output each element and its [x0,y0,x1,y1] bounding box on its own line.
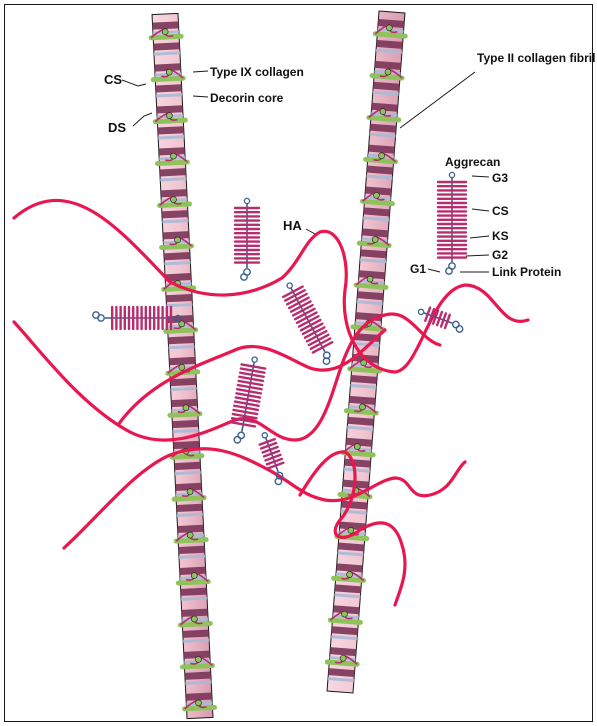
label-type-ii-collagen-fibril: Type II collagen fibril [477,51,596,65]
fibril-band-dark [160,168,186,176]
type-ix-collagen-icon [182,665,212,666]
fibril-band-dark [168,336,194,344]
type-ix-nc4-domain [373,192,379,198]
type-ix-nc4-domain [367,276,373,282]
fibril-band-dark [152,21,178,29]
type-ix-nc4-domain [171,197,177,203]
label-cs-right: CS [492,204,509,218]
type-ix-nc4-domain [175,237,181,243]
fibril-band-dark [153,42,179,50]
type-ix-collagen-icon [157,162,187,163]
type-ix-collagen-icon [330,620,360,622]
leader-ds [133,113,152,126]
type-ix-nc4-domain [170,153,176,159]
fibril-band-dark [172,420,198,428]
g3-domain-icon [244,198,249,203]
fibril-band-dark [162,210,188,218]
hyaluronan-strand-1 [14,200,528,372]
link-protein-icon [234,437,240,443]
fibril-band-dark [164,252,190,260]
type-ix-collagen-icon [356,285,386,287]
type-ix-nc4-domain [195,656,201,662]
fibril-band-dark [170,378,196,386]
label-aggrecan: Aggrecan [445,155,501,169]
link-protein-icon [241,274,247,280]
type-ix-collagen-icon [160,204,190,205]
label-g1: G1 [410,262,427,276]
label-type-ix-collagen: Type IX collagen [210,65,304,79]
type-ix-nc4-domain [183,405,189,411]
type-ix-collagen-icon [162,246,192,247]
type-ix-nc4-domain [166,69,172,75]
leader-type-ix [193,71,208,72]
type-ix-nc4-domain [179,321,185,327]
type-ix-collagen-icon [350,369,380,371]
type-ix-nc4-domain [187,489,193,495]
fibril-band-dark [185,672,211,680]
type-ix-nc4-domain [166,113,172,119]
type-ix-nc4-domain [179,364,185,370]
type-ix-collagen-icon [369,118,399,120]
label-ds: DS [108,120,127,135]
type-ix-collagen-icon [180,624,210,625]
g3-domain-icon [449,172,454,177]
type-ix-nc4-domain [380,109,386,115]
leader-g2 [466,255,489,256]
type-ix-nc4-domain [385,69,391,75]
label-ha: HA [283,218,302,233]
fibril-band-dark [157,105,183,113]
fibril-band-dark [158,126,184,134]
type-ix-nc4-domain [347,571,353,577]
type-ix-nc4-domain [340,655,346,661]
type-ix-nc4-domain [359,404,365,410]
type-ix-collagen-icon [153,78,183,79]
type-ix-nc4-domain [372,236,378,242]
link-protein-icon [446,268,452,274]
leader-decorin [193,96,208,97]
label-ks: KS [492,229,509,243]
fibril-band-dark [178,546,204,554]
fibril-band-dark [182,609,208,617]
type-ix-nc4-domain [354,444,360,450]
leader-ks [470,236,489,238]
fibril-band-dark [156,84,182,92]
type-ix-collagen-icon [170,414,200,415]
type-ii-collagen-fibril-left [151,13,214,718]
type-ix-collagen-icon [362,201,392,203]
g3-domain-icon [262,433,267,438]
type-ix-nc4-domain [386,25,392,31]
type-ix-nc4-domain [348,527,354,533]
link-protein-icon [93,312,99,318]
type-ix-collagen-icon [166,330,196,331]
type-ix-nc4-domain [379,153,385,159]
fibril-band-dark [166,294,192,302]
type-ix-collagen-icon [375,34,405,36]
type-ix-collagen-icon [151,36,181,37]
type-ix-collagen-icon [178,582,208,583]
type-ix-collagen-icon [185,707,215,708]
type-ix-nc4-domain [187,532,193,538]
hyaluronan-strands [14,200,528,605]
leader-cs-right [472,209,489,211]
type-ix-collagen-icon [174,498,204,499]
leader-ha [306,229,315,234]
label-cs-left: CS [104,72,123,87]
type-ii-collagen-fibril-right [327,11,405,693]
fibril-band-dark [161,189,187,197]
g3-domain-icon [252,357,257,362]
leader-type-ii [400,72,475,128]
hyaluronan-strand-4 [64,449,465,548]
label-g3: G3 [492,171,509,185]
type-ix-nc4-domain [341,611,347,617]
label-g2: G2 [492,248,509,262]
g3-domain-icon [287,283,292,288]
label-link-protein: Link Protein [492,265,562,279]
leader-cs-left [122,80,146,86]
label-decorin-core: Decorin core [210,91,284,105]
type-ix-collagen-icon [172,456,202,457]
fibril-band-dark [183,630,209,638]
fibril-band-dark [186,693,212,701]
type-ix-nc4-domain [162,29,168,35]
fibril-band-dark [177,525,203,533]
type-ix-nc4-domain [191,573,197,579]
link-protein-icon [456,326,462,332]
leader-g1 [428,269,440,272]
fibril-band-dark [181,588,207,596]
type-ix-collagen-icon [176,540,206,541]
fibril-band-dark [176,504,202,512]
fibril-band-dark [169,357,195,365]
type-ix-nc4-domain [191,616,197,622]
g3-domain-icon [418,309,423,314]
fibril-band-dark [174,462,200,470]
type-ix-collagen-icon [155,120,185,121]
type-ix-nc4-domain [196,700,202,706]
leader-g3 [472,176,489,177]
